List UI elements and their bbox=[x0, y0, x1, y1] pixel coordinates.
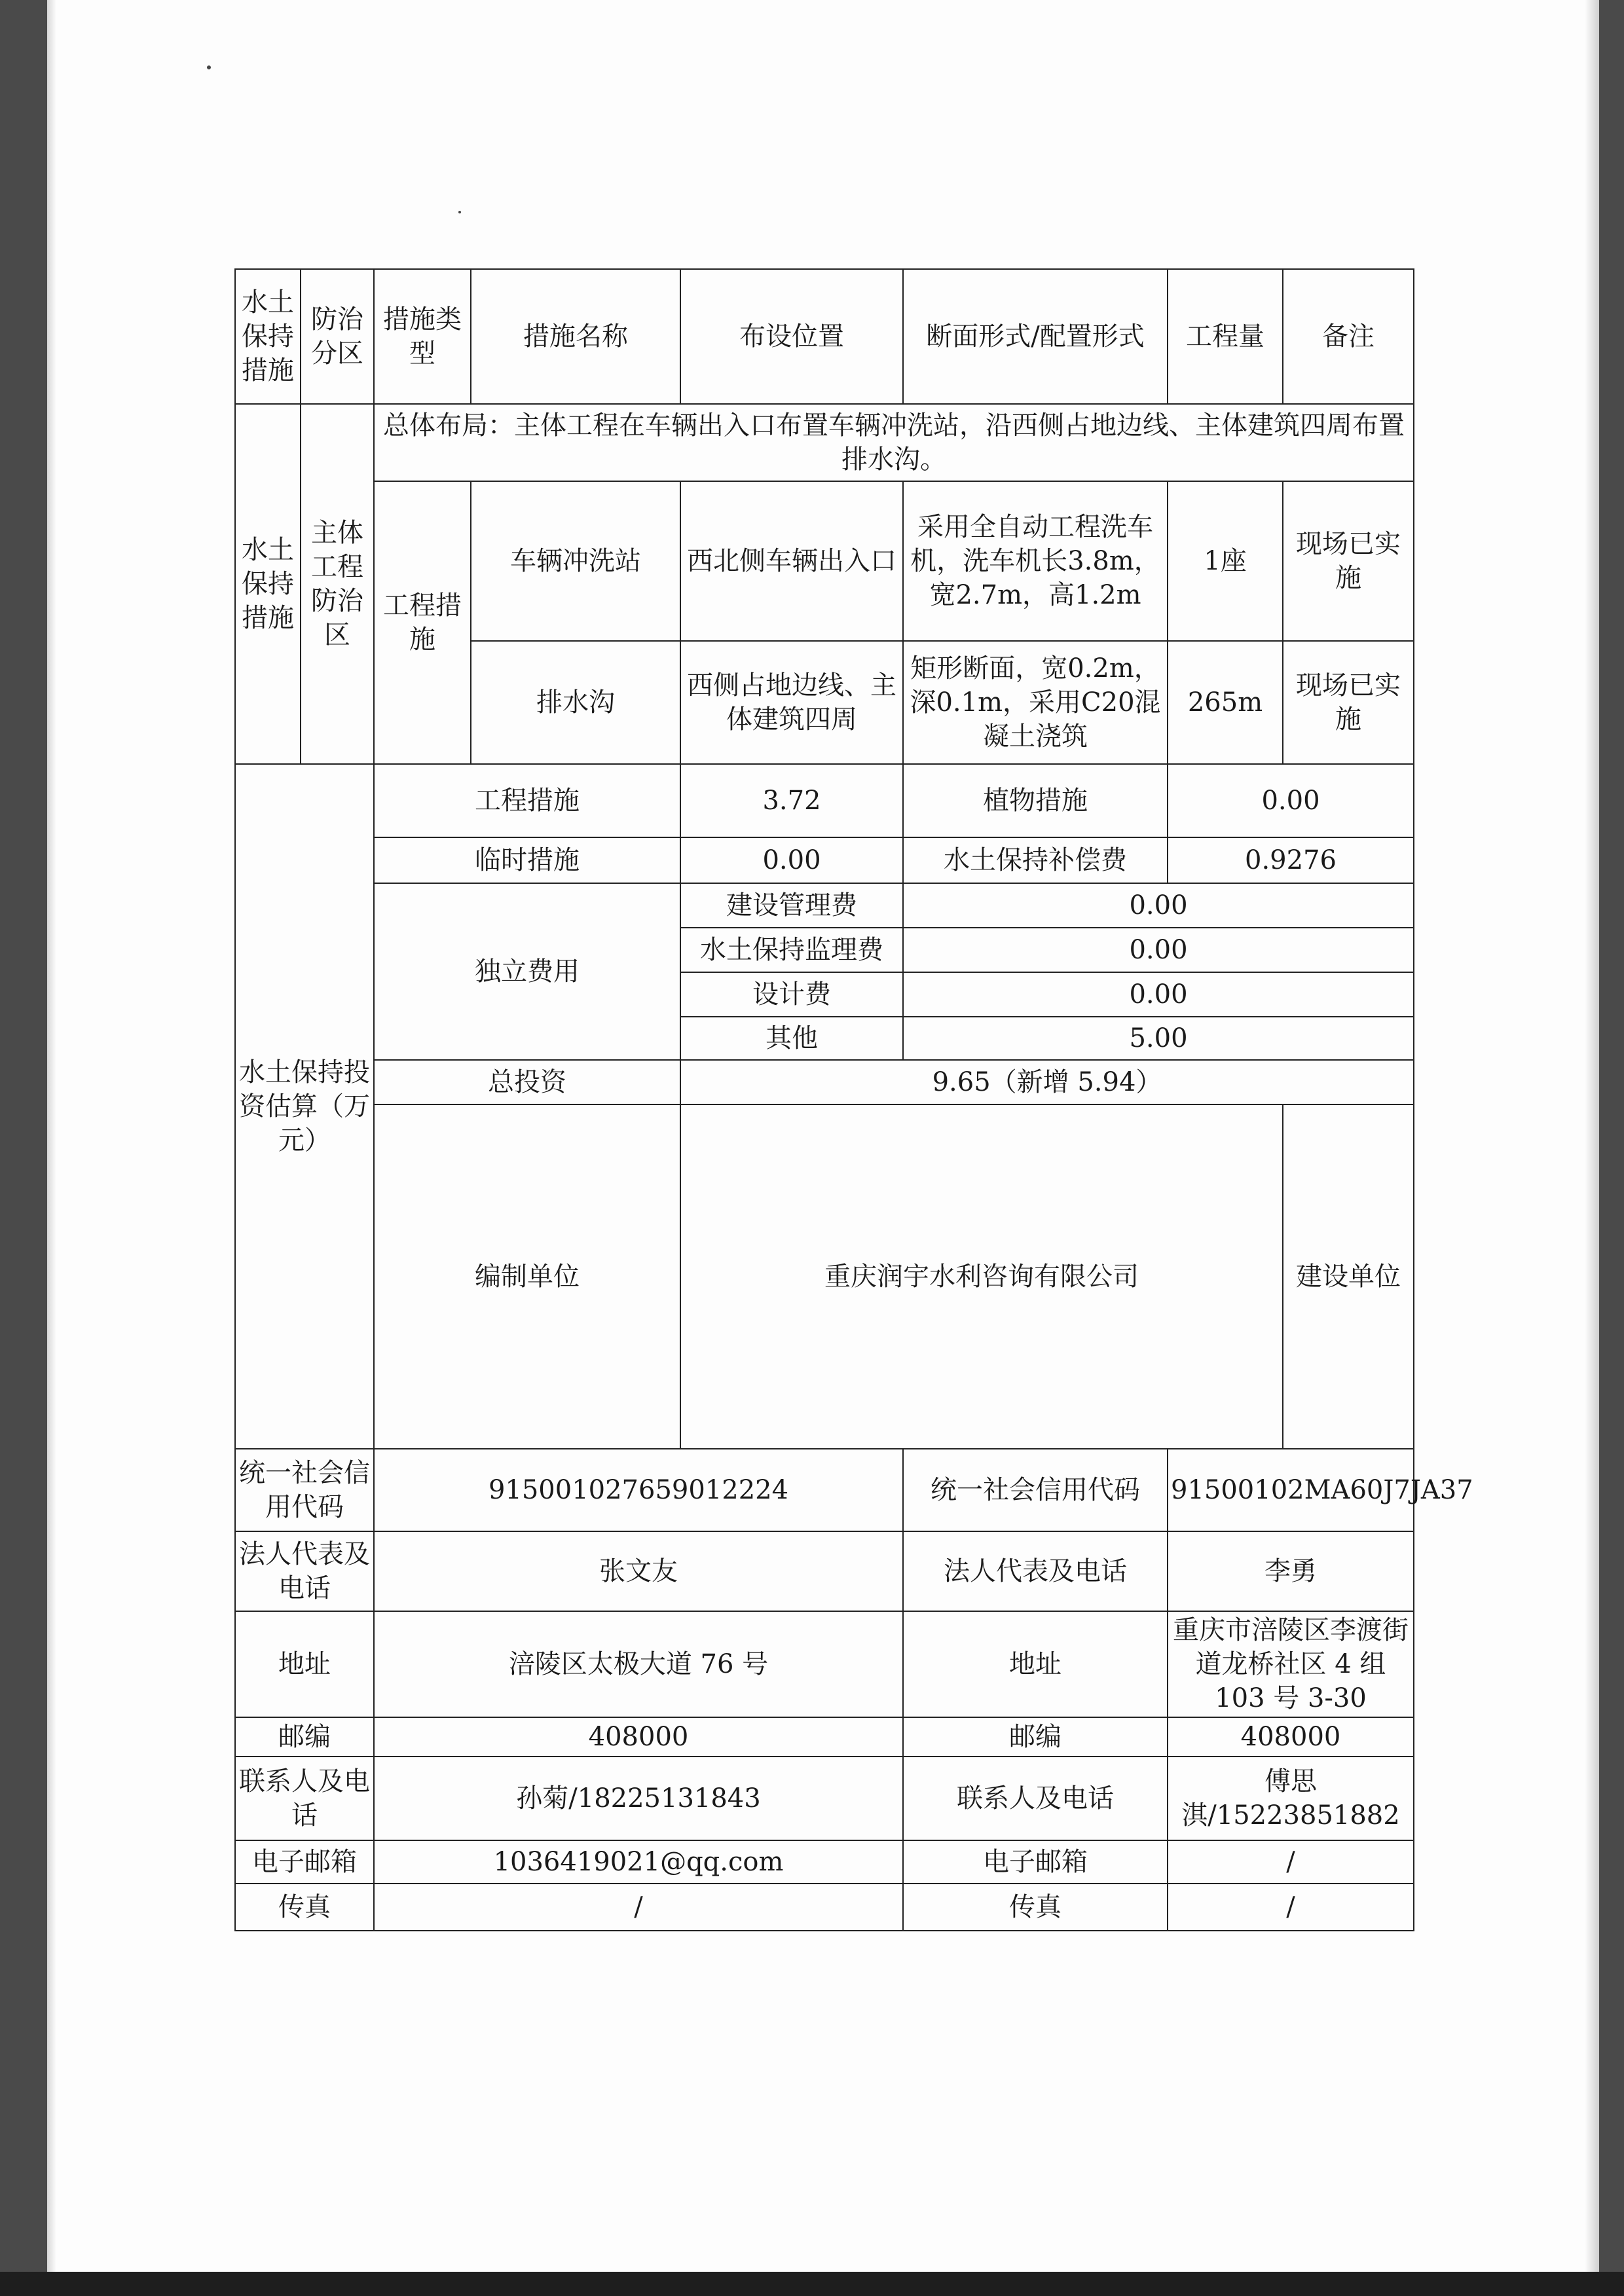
credit-code-value: 91500102MA60J7JA37 bbox=[1168, 1449, 1414, 1531]
engineering-value: 3.72 bbox=[680, 764, 903, 837]
layout-note: 总体布局：主体工程在车辆出入口布置车辆冲洗站，沿西侧占地边线、主体建筑四周布置排水沟。 bbox=[374, 404, 1414, 481]
plant-label: 植物措施 bbox=[903, 764, 1168, 837]
address-value: 重庆市涪陵区李渡街道龙桥社区 4 组 103 号 3-30 bbox=[1168, 1611, 1414, 1717]
header-measure-name: 措施名称 bbox=[471, 269, 680, 404]
legal-rep-label: 法人代表及电话 bbox=[235, 1531, 374, 1611]
measure-name: 排水沟 bbox=[471, 641, 680, 764]
independent-item-label: 其他 bbox=[680, 1017, 903, 1060]
total-row bbox=[235, 1060, 1414, 1104]
layout-row bbox=[235, 404, 1414, 481]
page-right-edge bbox=[1585, 0, 1599, 2296]
scanner-bottom-strip bbox=[0, 2272, 1624, 2296]
contact-value: 傅思淇/15223851882 bbox=[1168, 1757, 1414, 1840]
independent-item-label: 建设管理费 bbox=[680, 883, 903, 928]
header-category: 水土保持措施 bbox=[235, 269, 301, 404]
investment-title: 水土保持投资估算（万元） bbox=[235, 764, 374, 1449]
independent-item-label: 设计费 bbox=[680, 972, 903, 1017]
compensation-value: 0.9276 bbox=[1168, 837, 1414, 883]
measure-row bbox=[235, 481, 1414, 641]
soil-water-conservation-table bbox=[234, 268, 1473, 1931]
address-value: 涪陵区太极大道 76 号 bbox=[374, 1611, 903, 1717]
measure-location: 西侧占地边线、主体建筑四周 bbox=[680, 641, 903, 764]
measure-remark: 现场已实施 bbox=[1283, 641, 1414, 764]
address-label: 地址 bbox=[903, 1611, 1168, 1717]
legal-rep-value: 李勇 bbox=[1168, 1531, 1414, 1611]
unit-row bbox=[235, 1884, 1414, 1931]
address-label: 地址 bbox=[235, 1611, 374, 1717]
credit-code-label: 统一社会信用代码 bbox=[235, 1449, 374, 1531]
fax-label: 传真 bbox=[235, 1884, 374, 1931]
header-zone: 防治分区 bbox=[301, 269, 374, 404]
measures-category: 水土保持措施 bbox=[235, 404, 301, 764]
postcode-value: 408000 bbox=[1168, 1717, 1414, 1757]
legal-rep-value: 张文友 bbox=[374, 1531, 903, 1611]
unit-row bbox=[235, 1611, 1414, 1717]
measure-location: 西北侧车辆出入口 bbox=[680, 481, 903, 641]
investment-row bbox=[235, 764, 1414, 837]
independent-item-value: 0.00 bbox=[903, 972, 1414, 1017]
email-label: 电子邮箱 bbox=[235, 1840, 374, 1884]
legal-rep-label: 法人代表及电话 bbox=[903, 1531, 1168, 1611]
credit-code-value: 915001027659012224 bbox=[374, 1449, 903, 1531]
compensation-label: 水土保持补偿费 bbox=[903, 837, 1168, 883]
header-measure-type: 措施类型 bbox=[374, 269, 471, 404]
page-left-shadow bbox=[47, 0, 56, 2296]
independent-label: 独立费用 bbox=[374, 883, 680, 1060]
compiler-label: 编制单位 bbox=[374, 1104, 680, 1449]
measure-quantity: 1座 bbox=[1168, 481, 1283, 641]
unit-row bbox=[235, 1531, 1414, 1611]
unit-row bbox=[235, 1717, 1414, 1757]
measure-form: 矩形断面，宽0.2m，深0.1m，采用C20混凝土浇筑 bbox=[903, 641, 1168, 764]
unit-row bbox=[235, 1840, 1414, 1884]
measures-zone: 主体工程防治区 bbox=[301, 404, 374, 764]
independent-item-value: 5.00 bbox=[903, 1017, 1414, 1060]
measure-form: 采用全自动工程洗车机，洗车机长3.8m，宽2.7m，高1.2m bbox=[903, 481, 1168, 641]
scan-speck bbox=[207, 65, 211, 69]
header-section-form: 断面形式/配置形式 bbox=[903, 269, 1168, 404]
unit-row bbox=[235, 1449, 1414, 1531]
postcode-label: 邮编 bbox=[235, 1717, 374, 1757]
email-label: 电子邮箱 bbox=[903, 1840, 1168, 1884]
fax-value: / bbox=[1168, 1884, 1414, 1931]
independent-cost-row bbox=[235, 883, 1414, 928]
email-value: / bbox=[1168, 1840, 1414, 1884]
header-location: 布设位置 bbox=[680, 269, 903, 404]
measures-type: 工程措施 bbox=[374, 481, 471, 764]
postcode-label: 邮编 bbox=[903, 1717, 1168, 1757]
fax-label: 传真 bbox=[903, 1884, 1168, 1931]
header-row bbox=[235, 269, 1414, 404]
contact-label: 联系人及电话 bbox=[235, 1757, 374, 1840]
plant-value: 0.00 bbox=[1168, 764, 1414, 837]
contact-value: 孙菊/18225131843 bbox=[374, 1757, 903, 1840]
total-label: 总投资 bbox=[374, 1060, 680, 1104]
fax-value: / bbox=[374, 1884, 903, 1931]
independent-item-value: 0.00 bbox=[903, 928, 1414, 972]
builder-label: 建设单位 bbox=[1283, 1104, 1414, 1449]
measure-name: 车辆冲洗站 bbox=[471, 481, 680, 641]
total-value: 9.65（新增 5.94） bbox=[680, 1060, 1414, 1104]
independent-item-label: 水土保持监理费 bbox=[680, 928, 903, 972]
temporary-value: 0.00 bbox=[680, 837, 903, 883]
measure-remark: 现场已实施 bbox=[1283, 481, 1414, 641]
header-quantity: 工程量 bbox=[1168, 269, 1283, 404]
temporary-label: 临时措施 bbox=[374, 837, 680, 883]
compiler-value: 重庆润宇水利咨询有限公司 bbox=[680, 1104, 1283, 1449]
unit-row bbox=[235, 1757, 1414, 1840]
header-remark: 备注 bbox=[1283, 269, 1414, 404]
independent-item-value: 0.00 bbox=[903, 883, 1414, 928]
investment-row bbox=[235, 837, 1414, 883]
contact-label: 联系人及电话 bbox=[903, 1757, 1168, 1840]
scan-speck bbox=[458, 211, 461, 213]
email-value: 1036419021@qq.com bbox=[374, 1840, 903, 1884]
unit-row bbox=[235, 1104, 1414, 1449]
engineering-label: 工程措施 bbox=[374, 764, 680, 837]
credit-code-label: 统一社会信用代码 bbox=[903, 1449, 1168, 1531]
measure-quantity: 265m bbox=[1168, 641, 1283, 764]
postcode-value: 408000 bbox=[374, 1717, 903, 1757]
